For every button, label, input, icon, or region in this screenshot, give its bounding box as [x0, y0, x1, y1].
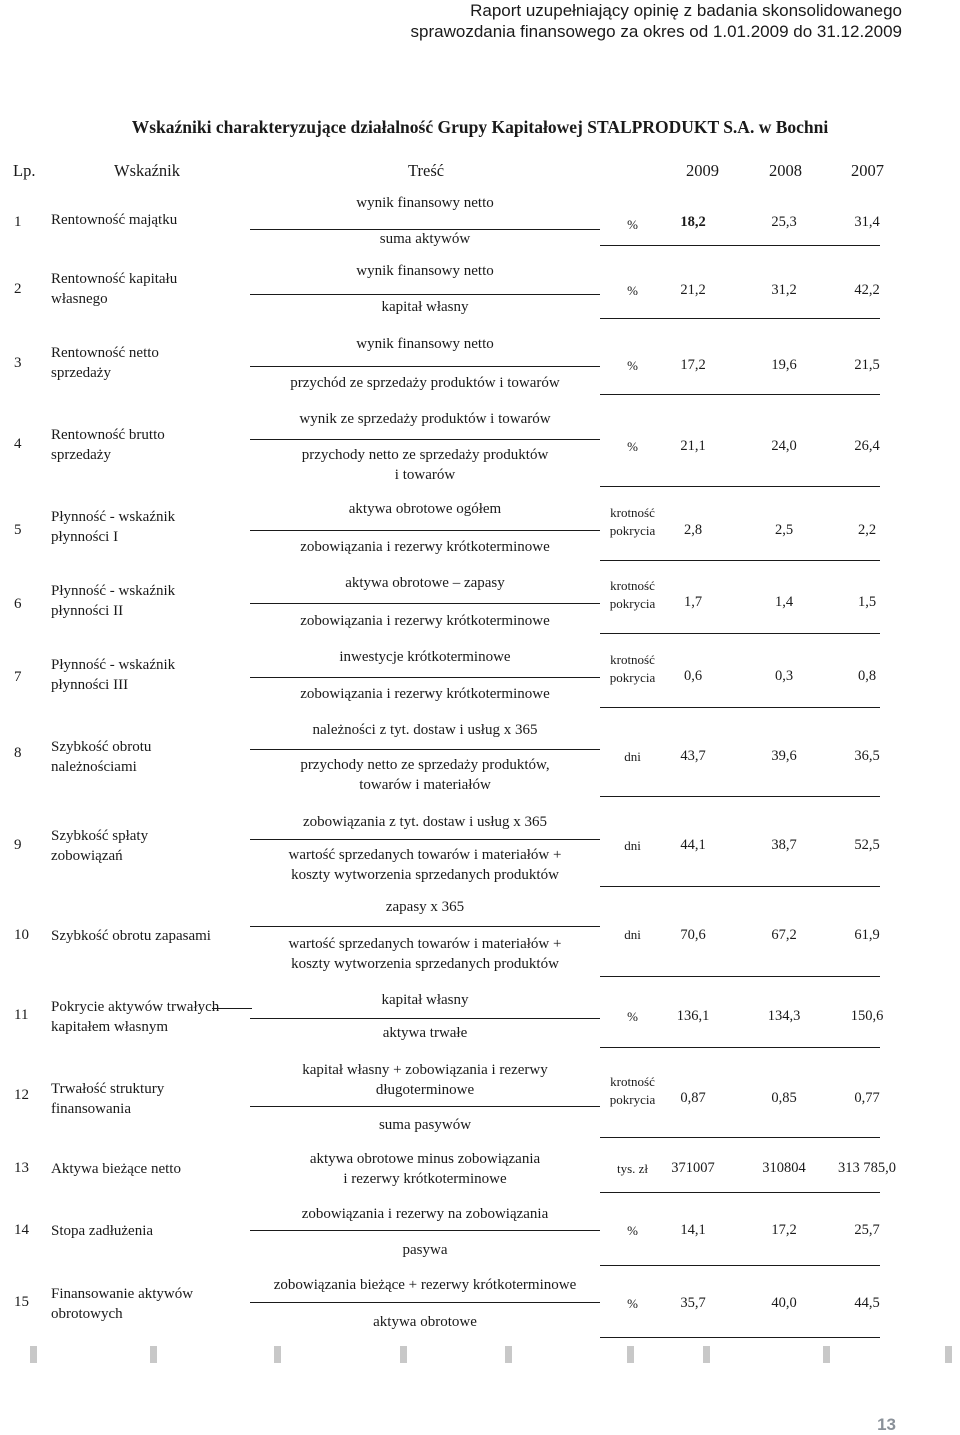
unit-label: pokrycia: [609, 523, 656, 538]
value-2008: 2,5: [774, 522, 794, 538]
formula-denominator: przychód ze sprzedaży produktów i towarów: [290, 375, 560, 391]
unit-label: krotność: [610, 505, 655, 520]
indicator-name: Trwałość struktury: [51, 1081, 165, 1097]
fraction-line: [250, 366, 600, 367]
unit-label: pokrycia: [609, 1092, 656, 1107]
unit-label: krotność: [610, 652, 655, 667]
row-number: 3: [14, 355, 22, 371]
row-number: 5: [14, 522, 22, 538]
row-separator: [600, 1192, 880, 1193]
row-separator: [600, 1137, 880, 1138]
formula-denominator: pasywa: [402, 1242, 448, 1258]
unit-label: krotność: [610, 1074, 655, 1089]
formula-denominator: przychody netto ze sprzedaży produktów,: [300, 757, 550, 773]
row-number: 1: [14, 214, 22, 230]
value-2008: 24,0: [771, 438, 797, 454]
formula-numerator: zobowiązania i rezerwy na zobowiązania: [301, 1206, 549, 1222]
value-2008: 1,4: [774, 594, 794, 610]
value-2008: 25,3: [771, 214, 797, 230]
indicator-name: własnego: [51, 291, 108, 307]
value-2008: 310804: [762, 1160, 806, 1176]
page-title: Wskaźniki charakteryzujące działalność Grupy Kapitałowej STALPRODUKT S.A. w Bochni: [131, 117, 829, 137]
formula-denominator: suma pasywów: [378, 1117, 472, 1133]
row-connector: [212, 1008, 252, 1009]
value-2009: 0,6: [683, 668, 703, 684]
indicator-name: płynności III: [51, 677, 129, 693]
value-2009: 35,7: [680, 1295, 706, 1311]
fraction-line: [250, 1018, 600, 1019]
value-2009: 17,2: [680, 357, 706, 373]
value-2009: 18,2: [680, 214, 706, 230]
footer-mark: [505, 1346, 512, 1363]
row-separator: [600, 707, 880, 708]
value-2008: 17,2: [771, 1222, 797, 1238]
formula-numerator: aktywa obrotowe – zapasy: [345, 575, 505, 591]
row-number: 14: [14, 1222, 29, 1238]
value-2009: 70,6: [680, 927, 706, 943]
value-2007: 42,2: [854, 282, 880, 298]
unit-label: %: [627, 1223, 638, 1238]
value-2008: 134,3: [767, 1008, 801, 1024]
unit-label: %: [627, 439, 638, 454]
value-2007: 2,2: [857, 522, 877, 538]
fraction-line: [250, 1106, 600, 1107]
header-line-1: Raport uzupełniający opinię z badania skonsolidowanego: [470, 1, 902, 20]
row-separator: [600, 245, 880, 246]
value-2009: 136,1: [676, 1008, 710, 1024]
value-2007: 61,9: [854, 927, 880, 943]
indicator-name: Rentowność kapitału: [51, 271, 178, 287]
indicator-name: Płynność - wskaźnik: [51, 657, 176, 673]
row-separator: [600, 633, 880, 634]
indicator-name: obrotowych: [51, 1306, 123, 1322]
indicator-name: sprzedaży: [51, 365, 111, 381]
footer-mark: [30, 1346, 37, 1363]
value-2008: 0,3: [774, 668, 794, 684]
value-2007: 44,5: [854, 1295, 880, 1311]
value-2008: 38,7: [771, 837, 797, 853]
value-2009: 43,7: [680, 748, 706, 764]
unit-label: pokrycia: [609, 670, 656, 685]
indicator-name: płynności I: [51, 529, 119, 545]
fraction-line: [250, 1230, 600, 1231]
footer-mark: [400, 1346, 407, 1363]
row-number: 9: [14, 837, 22, 853]
row-number: 8: [14, 745, 22, 761]
indicator-name: Szybkość obrotu: [51, 739, 152, 755]
value-2008: 67,2: [771, 927, 797, 943]
fraction-line: [250, 677, 600, 678]
fraction-line: [250, 926, 600, 927]
row-separator: [600, 394, 880, 395]
value-2007: 26,4: [854, 438, 880, 454]
formula-numerator: aktywa obrotowe ogółem: [348, 501, 502, 517]
footer-mark: [150, 1346, 157, 1363]
indicator-name: Płynność - wskaźnik: [51, 583, 176, 599]
page-number: 13: [877, 1415, 896, 1434]
row-separator: [600, 886, 880, 887]
indicator-name: Szybkość obrotu zapasami: [51, 928, 211, 944]
indicator-name: zobowiązań: [51, 848, 123, 864]
fraction-line: [250, 839, 600, 840]
formula-numerator: wynik finansowy netto: [356, 336, 494, 352]
formula-numerator: zapasy x 365: [385, 899, 465, 915]
indicator-name: Finansowanie aktywów: [51, 1286, 194, 1302]
fraction-line: [250, 294, 600, 295]
unit-label: %: [627, 217, 638, 232]
value-2007: 52,5: [854, 837, 880, 853]
formula-denominator: wartość sprzedanych towarów i materiałów +: [288, 936, 562, 952]
formula-denominator: aktywa trwałe: [382, 1025, 468, 1041]
unit-label: %: [627, 1296, 638, 1311]
formula-numerator: wynik ze sprzedaży produktów i towarów: [299, 411, 551, 427]
formula-denominator: zobowiązania i rezerwy krótkoterminowe: [300, 539, 550, 555]
unit-label: %: [627, 283, 638, 298]
formula-numerator: zobowiązania bieżące + rezerwy krótkoterminowe: [273, 1277, 577, 1293]
column-header-2009: 2009: [686, 161, 719, 180]
footer-mark: [703, 1346, 710, 1363]
footer-mark: [823, 1346, 830, 1363]
indicator-name: Rentowność netto: [51, 345, 159, 361]
value-2009: 21,1: [680, 438, 706, 454]
unit-label: %: [627, 358, 638, 373]
formula-numerator: długoterminowe: [375, 1082, 475, 1098]
column-header-lp: Lp.: [13, 161, 36, 180]
formula-denominator: i towarów: [394, 467, 456, 483]
formula-denominator: zobowiązania i rezerwy krótkoterminowe: [300, 613, 550, 629]
unit-label: dni: [624, 927, 641, 942]
formula-denominator: suma aktywów: [379, 231, 471, 247]
formula-numerator: wynik finansowy netto: [356, 195, 494, 211]
footer-mark: [627, 1346, 634, 1363]
formula-numerator: zobowiązania z tyt. dostaw i usług x 365: [302, 814, 548, 830]
value-2009: 371007: [671, 1160, 715, 1176]
row-separator: [600, 796, 880, 797]
unit-label: tys. zł: [616, 1161, 649, 1176]
value-2009: 44,1: [680, 837, 706, 853]
value-2007: 0,77: [854, 1090, 880, 1106]
column-header-indicator: Wskaźnik: [114, 161, 180, 180]
row-number: 7: [14, 669, 22, 685]
indicator-name: finansowania: [51, 1101, 131, 1117]
value-2007: 1,5: [857, 594, 877, 610]
formula-numerator: kapitał własny: [381, 992, 469, 1008]
formula-denominator: wartość sprzedanych towarów i materiałów +: [288, 847, 562, 863]
report-header: [411, 0, 902, 42]
row-separator: [600, 486, 880, 487]
value-2009: 21,2: [680, 282, 706, 298]
column-header-content: Treść: [408, 161, 445, 180]
indicator-name: sprzedaży: [51, 447, 111, 463]
indicator-name: Rentowność brutto: [51, 427, 165, 443]
indicator-name: płynności II: [51, 603, 124, 619]
value-2007: 313 785,0: [838, 1160, 896, 1176]
footer-mark: [274, 1346, 281, 1363]
formula-numerator: należności z tyt. dostaw i usług x 365: [312, 722, 538, 738]
unit-label: pokrycia: [609, 596, 656, 611]
value-2009: 2,8: [683, 522, 703, 538]
fraction-line: [250, 749, 600, 750]
value-2007: 21,5: [854, 357, 880, 373]
row-number: 13: [14, 1160, 29, 1176]
value-2007: 25,7: [854, 1222, 880, 1238]
indicator-name: należnościami: [51, 759, 137, 775]
fraction-line: [250, 603, 600, 604]
footer-mark: [945, 1346, 952, 1363]
indicator-name: Stopa zadłużenia: [51, 1223, 154, 1239]
value-2007: 0,8: [857, 668, 877, 684]
formula-denominator: koszty wytworzenia sprzedanych produktów: [291, 867, 559, 883]
value-2007: 36,5: [854, 748, 880, 764]
formula-numerator: i rezerwy krótkoterminowe: [343, 1171, 507, 1187]
unit-label: krotność: [610, 578, 655, 593]
value-2009: 1,7: [683, 594, 703, 610]
unit-label: dni: [624, 838, 641, 853]
formula-denominator: kapitał własny: [381, 299, 469, 315]
indicator-name: Płynność - wskaźnik: [51, 509, 176, 525]
row-separator: [600, 560, 880, 561]
row-separator: [600, 1337, 880, 1338]
row-separator: [600, 976, 880, 977]
formula-denominator: aktywa obrotowe: [373, 1314, 477, 1330]
formula-numerator: wynik finansowy netto: [356, 263, 494, 279]
formula-denominator: koszty wytworzenia sprzedanych produktów: [291, 956, 559, 972]
formula-denominator: przychody netto ze sprzedaży produktów: [301, 447, 549, 463]
formula-numerator: kapitał własny + zobowiązania i rezerwy: [302, 1062, 548, 1078]
value-2008: 19,6: [771, 357, 797, 373]
value-2007: 150,6: [850, 1008, 884, 1024]
column-header-2007: 2007: [851, 161, 884, 180]
value-2008: 40,0: [771, 1295, 797, 1311]
unit-label: dni: [624, 749, 641, 764]
row-number: 11: [14, 1007, 29, 1023]
indicator-name: kapitałem własnym: [51, 1019, 169, 1035]
formula-numerator: aktywa obrotowe minus zobowiązania: [309, 1151, 541, 1167]
indicator-name: Pokrycie aktywów trwałych: [51, 999, 220, 1015]
row-number: 6: [14, 596, 22, 612]
row-number: 2: [14, 281, 22, 297]
value-2009: 14,1: [680, 1222, 706, 1238]
row-separator: [600, 1265, 880, 1266]
column-header-2008: 2008: [769, 161, 802, 180]
indicator-name: Szybkość spłaty: [51, 828, 149, 844]
row-number: 4: [14, 436, 22, 452]
row-number: 10: [14, 927, 29, 943]
formula-denominator: zobowiązania i rezerwy krótkoterminowe: [300, 686, 550, 702]
fraction-line: [250, 439, 600, 440]
value-2007: 31,4: [854, 214, 880, 230]
row-separator: [600, 318, 880, 319]
row-number: 15: [14, 1294, 29, 1310]
value-2008: 39,6: [771, 748, 797, 764]
fraction-line: [250, 530, 600, 531]
value-2008: 0,85: [771, 1090, 797, 1106]
row-separator: [600, 1047, 880, 1048]
formula-denominator: towarów i materiałów: [359, 777, 491, 793]
fraction-line: [250, 1302, 600, 1303]
indicator-name: Rentowność majątku: [51, 212, 178, 228]
formula-numerator: inwestycje krótkoterminowe: [339, 649, 511, 665]
row-number: 12: [14, 1087, 29, 1103]
indicator-name: Aktywa bieżące netto: [51, 1161, 181, 1177]
value-2008: 31,2: [771, 282, 797, 298]
unit-label: %: [627, 1009, 638, 1024]
header-line-2: sprawozdania finansowego za okres od 1.01.2009 do 31.12.2009: [410, 22, 902, 41]
value-2009: 0,87: [680, 1090, 706, 1106]
